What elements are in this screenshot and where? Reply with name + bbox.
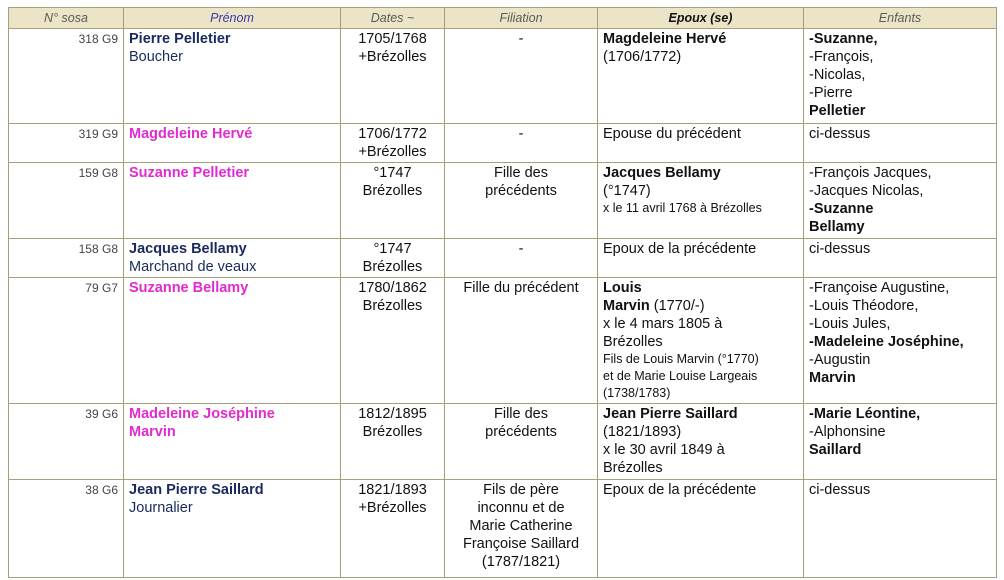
spouse-line: x le 4 mars 1805 à: [603, 316, 723, 332]
person-occupation: Journalier: [129, 500, 193, 516]
spouse-cell: [598, 124, 804, 163]
person-occupation: Boucher: [129, 49, 184, 65]
person-name: Madeleine Joséphine: [129, 406, 275, 422]
header-epoux: Epoux (se): [598, 8, 804, 29]
spouse-line: (1706/1772): [603, 49, 682, 65]
child-line: -Nicolas,: [809, 67, 866, 83]
child-line: ci-dessus: [809, 482, 871, 498]
dates-cell: [341, 480, 445, 578]
person-cell: [124, 29, 341, 124]
person-occupation: Marchand de veaux: [129, 259, 257, 275]
child-line: Marvin: [809, 370, 856, 386]
header-dates: Dates ~: [341, 8, 445, 29]
table-row: [9, 163, 997, 239]
filiation-cell: [445, 124, 598, 163]
spouse-line: Epouse du précédent: [603, 126, 741, 142]
child-line: -François Jacques,: [809, 165, 932, 181]
child-line: -Suzanne,: [809, 31, 878, 47]
dates-line: °1747: [373, 241, 412, 257]
dates-cell: [341, 278, 445, 404]
dates-line: +Brézolles: [358, 144, 427, 160]
child-line: -Augustin: [809, 352, 871, 368]
spouse-parents: Fils de Louis Marvin (°1770): [603, 352, 759, 366]
person-name: Magdeleine Hervé: [129, 126, 253, 142]
header-filiation: Filiation: [445, 8, 598, 29]
dates-cell: [341, 163, 445, 239]
dates-line: 1821/1893: [358, 482, 427, 498]
children-cell: [804, 124, 997, 163]
person-name: Jacques Bellamy: [129, 241, 247, 257]
spouse-cell: [598, 29, 804, 124]
filiation-line: Fille des: [494, 406, 548, 422]
child-line: Pelletier: [809, 103, 866, 119]
children-cell: [804, 239, 997, 278]
child-line: -Marie Léontine,: [809, 406, 921, 422]
child-line: ci-dessus: [809, 126, 871, 142]
table-row: [9, 239, 997, 278]
dates-cell: [341, 124, 445, 163]
sosa-cell: 38 G6: [9, 480, 124, 578]
dates-line: +Brézolles: [358, 500, 427, 516]
filiation-cell: [445, 278, 598, 404]
sosa-cell: 318 G9: [9, 29, 124, 124]
spouse-line: (1770/-): [653, 298, 705, 314]
filiation-cell: [445, 239, 598, 278]
person-cell: [124, 124, 341, 163]
children-cell: [804, 404, 997, 480]
filiation-cell: [445, 480, 598, 578]
filiation-line: -: [518, 126, 524, 142]
child-line: -François,: [809, 49, 874, 65]
table-row: [9, 124, 997, 163]
person-name: Pierre Pelletier: [129, 31, 231, 47]
filiation-line: Fille du précédent: [463, 280, 579, 296]
dates-line: 1812/1895: [358, 406, 427, 422]
spouse-marriage: x le 11 avril 1768 à Brézolles: [603, 201, 762, 215]
header-prenom: Prénom: [124, 8, 341, 29]
child-line: ci-dessus: [809, 241, 871, 257]
child-line: -Madeleine Joséphine,: [809, 334, 964, 350]
genealogy-table: [8, 7, 997, 578]
spouse-line: Epoux de la précédente: [603, 482, 757, 498]
filiation-line: Françoise Saillard: [462, 536, 580, 552]
filiation-line: -: [518, 31, 524, 47]
header-sosa: N° sosa: [9, 8, 124, 29]
person-surname: Marvin: [129, 424, 176, 440]
dates-line: Brézolles: [362, 183, 423, 199]
spouse-parents: et de Marie Louise Largeais: [603, 369, 758, 383]
filiation-line: Fils de père: [483, 482, 559, 498]
filiation-line: inconnu et de: [477, 500, 565, 516]
spouse-name: Jean Pierre Saillard: [603, 406, 738, 422]
child-line: -Suzanne: [809, 201, 874, 217]
filiation-line: précédents: [485, 424, 557, 440]
spouse-line: Brézolles: [603, 460, 663, 476]
child-line: Saillard: [809, 442, 862, 458]
dates-cell: [341, 29, 445, 124]
children-cell: [804, 29, 997, 124]
dates-cell: [341, 404, 445, 480]
children-cell: [804, 163, 997, 239]
header-row: [9, 8, 997, 29]
person-cell: [124, 404, 341, 480]
spouse-line: Brézolles: [603, 334, 663, 350]
person-name: Suzanne Pelletier: [129, 165, 250, 181]
children-cell: [804, 278, 997, 404]
dates-line: 1780/1862: [358, 280, 427, 296]
child-line: -Françoise Augustine,: [809, 280, 950, 296]
person-cell: [124, 278, 341, 404]
table-row: [9, 480, 997, 578]
dates-line: Brézolles: [362, 298, 423, 314]
dates-cell: [341, 239, 445, 278]
spouse-name: Jacques Bellamy: [603, 165, 721, 181]
header-enfants: Enfants: [804, 8, 997, 29]
child-line: -Pierre: [809, 85, 853, 101]
filiation-line: -: [518, 241, 524, 257]
person-name: Jean Pierre Saillard: [129, 482, 264, 498]
person-name: Suzanne Bellamy: [129, 280, 249, 296]
child-line: -Jacques Nicolas,: [809, 183, 924, 199]
dates-line: Brézolles: [362, 424, 423, 440]
child-line: -Alphonsine: [809, 424, 886, 440]
sosa-cell: 319 G9: [9, 124, 124, 163]
table-row: [9, 404, 997, 480]
spouse-name: Magdeleine Hervé: [603, 31, 727, 47]
dates-line: +Brézolles: [358, 49, 427, 65]
filiation-line: Marie Catherine: [469, 518, 573, 534]
spouse-parents: (1738/1783): [603, 386, 671, 400]
sosa-cell: 159 G8: [9, 163, 124, 239]
table-row: [9, 278, 997, 404]
table-row: [9, 29, 997, 124]
spouse-line: (°1747): [603, 183, 651, 199]
child-line: Bellamy: [809, 219, 865, 235]
filiation-line: précédents: [485, 183, 557, 199]
child-line: -Louis Jules,: [809, 316, 891, 332]
sosa-cell: 79 G7: [9, 278, 124, 404]
child-line: -Louis Théodore,: [809, 298, 919, 314]
filiation-line: (1787/1821): [481, 554, 561, 570]
spouse-line: Epoux de la précédente: [603, 241, 757, 257]
spouse-line: (1821/1893): [603, 424, 682, 440]
dates-line: Brézolles: [362, 259, 423, 275]
spouse-surname: Marvin: [603, 298, 650, 314]
spouse-cell: [598, 278, 804, 404]
dates-line: °1747: [373, 165, 412, 181]
sosa-cell: 39 G6: [9, 404, 124, 480]
spouse-cell: [598, 480, 804, 578]
spouse-line: x le 30 avril 1849 à: [603, 442, 725, 458]
filiation-cell: [445, 163, 598, 239]
person-cell: [124, 480, 341, 578]
spouse-cell: [598, 404, 804, 480]
children-cell: [804, 480, 997, 578]
person-cell: [124, 239, 341, 278]
sosa-cell: 158 G8: [9, 239, 124, 278]
dates-line: 1705/1768: [358, 31, 427, 47]
spouse-cell: [598, 239, 804, 278]
filiation-cell: [445, 404, 598, 480]
dates-line: 1706/1772: [358, 126, 427, 142]
spouse-cell: [598, 163, 804, 239]
filiation-cell: [445, 29, 598, 124]
filiation-line: Fille des: [494, 165, 548, 181]
person-cell: [124, 163, 341, 239]
spouse-name: Louis: [603, 280, 642, 296]
